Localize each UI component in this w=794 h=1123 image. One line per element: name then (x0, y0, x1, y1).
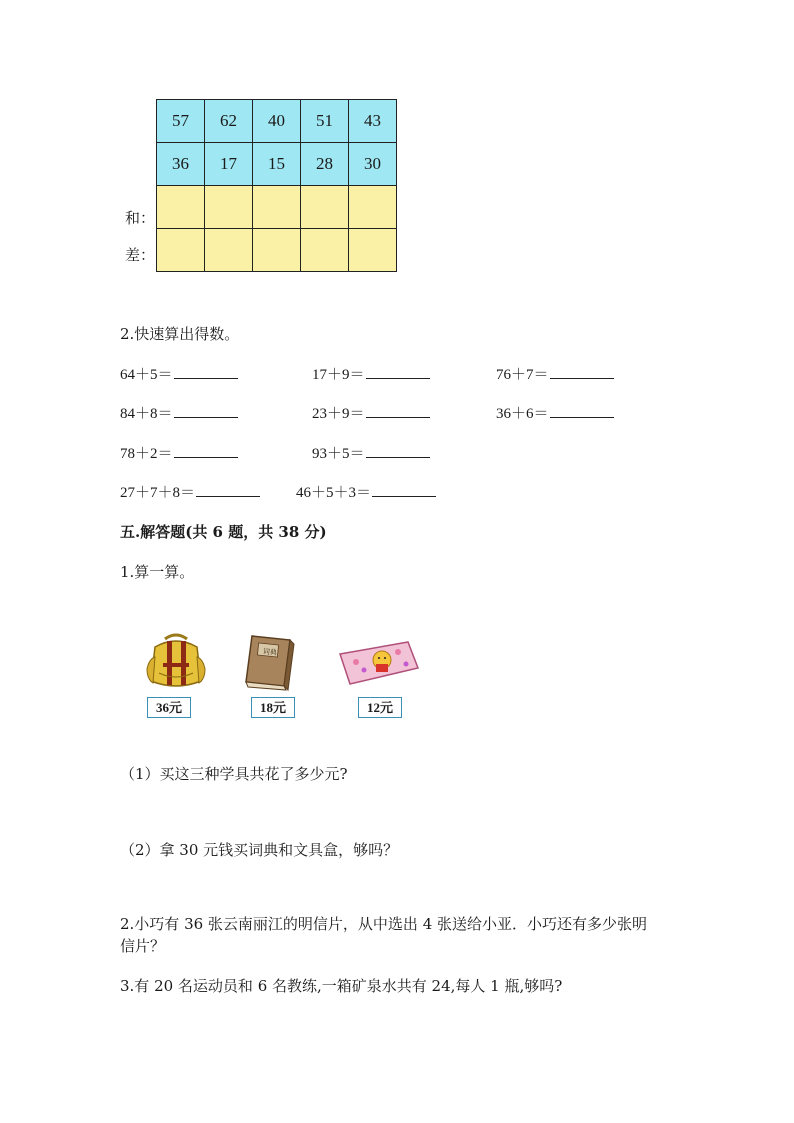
difference-row (157, 229, 397, 272)
sub-question-2: （2）拿 30 元钱买词典和文具盒，够吗？ (120, 841, 399, 859)
question-2-title: 2.快速算出得数。 (120, 325, 240, 343)
price-tag-backpack: 36元 (147, 697, 191, 718)
answer-blank[interactable] (372, 482, 436, 497)
table-cell: 28 (301, 143, 349, 186)
answer-blank[interactable] (174, 364, 238, 379)
table-row-bottom (157, 143, 397, 186)
problem-1-title: 1.算一算。 (120, 563, 195, 581)
sub-question-1: （1）买这三种学具共花了多少元? (120, 765, 348, 783)
equation-text: 64＋5＝ (120, 367, 173, 383)
equation-item (312, 363, 430, 384)
equation-item (120, 402, 238, 423)
sum-row-label: 和： (125, 209, 156, 227)
section-5-title: 五.解答题(共 6 题，共 38 分) (120, 523, 327, 541)
table-cell: 62 (205, 100, 253, 143)
difference-answer-cell[interactable] (157, 229, 205, 272)
equation-text: 36＋6＝ (496, 406, 549, 422)
table-cell: 30 (349, 143, 397, 186)
equation-item (496, 402, 614, 423)
equation-text: 17＋9＝ (312, 367, 365, 383)
answer-blank[interactable] (366, 443, 430, 458)
price-tag-pencil-box: 12元 (358, 697, 402, 718)
sum-answer-cell[interactable] (157, 186, 205, 229)
table-row-top (157, 100, 397, 143)
difference-answer-cell[interactable] (205, 229, 253, 272)
equation-text: 76＋7＝ (496, 367, 549, 383)
equation-text: 46＋5＋3＝ (296, 485, 372, 501)
difference-answer-cell[interactable] (349, 229, 397, 272)
table-cell: 51 (301, 100, 349, 143)
dictionary-cover-text: 词典 (262, 647, 278, 657)
problem-2-line-1: 2.小巧有 36 张云南丽江的明信片，从中选出 4 张送给小亚．小巧还有多少张明 (120, 915, 648, 933)
pencil-box-image (336, 638, 420, 688)
answer-blank[interactable] (196, 482, 260, 497)
equation-item (312, 402, 430, 423)
equation-text: 23＋9＝ (312, 406, 365, 422)
equation-item (120, 442, 238, 463)
price-tag-dictionary: 18元 (251, 697, 295, 718)
equation-item (296, 481, 436, 502)
equation-text: 27＋7＋8＝ (120, 485, 196, 501)
difference-answer-cell[interactable] (253, 229, 301, 272)
difference-answer-cell[interactable] (301, 229, 349, 272)
table-cell: 36 (157, 143, 205, 186)
difference-row-label: 差： (125, 246, 156, 264)
sum-answer-cell[interactable] (349, 186, 397, 229)
sum-answer-cell[interactable] (253, 186, 301, 229)
table-cell: 43 (349, 100, 397, 143)
sum-row (157, 186, 397, 229)
equation-text: 84＋8＝ (120, 406, 173, 422)
equation-item (312, 442, 430, 463)
answer-blank[interactable] (366, 403, 430, 418)
answer-blank[interactable] (174, 443, 238, 458)
table-cell: 17 (205, 143, 253, 186)
backpack-image (143, 633, 209, 691)
sum-answer-cell[interactable] (205, 186, 253, 229)
problem-2-line-2: 信片？ (120, 937, 166, 955)
answer-blank[interactable] (174, 403, 238, 418)
equation-item (120, 481, 260, 502)
answer-blank[interactable] (550, 364, 614, 379)
number-table (156, 99, 397, 272)
answer-blank[interactable] (366, 364, 430, 379)
table-cell: 57 (157, 100, 205, 143)
equation-text: 93＋5＝ (312, 446, 365, 462)
table-cell: 15 (253, 143, 301, 186)
table-cell: 40 (253, 100, 301, 143)
equation-item (496, 363, 614, 384)
equation-text: 78＋2＝ (120, 446, 173, 462)
answer-blank[interactable] (550, 403, 614, 418)
problem-3-text: 3.有 20 名运动员和 6 名教练,一箱矿泉水共有 24,每人 1 瓶,够吗? (120, 977, 563, 995)
sum-answer-cell[interactable] (301, 186, 349, 229)
dictionary-image (238, 630, 298, 692)
equation-item (120, 363, 238, 384)
